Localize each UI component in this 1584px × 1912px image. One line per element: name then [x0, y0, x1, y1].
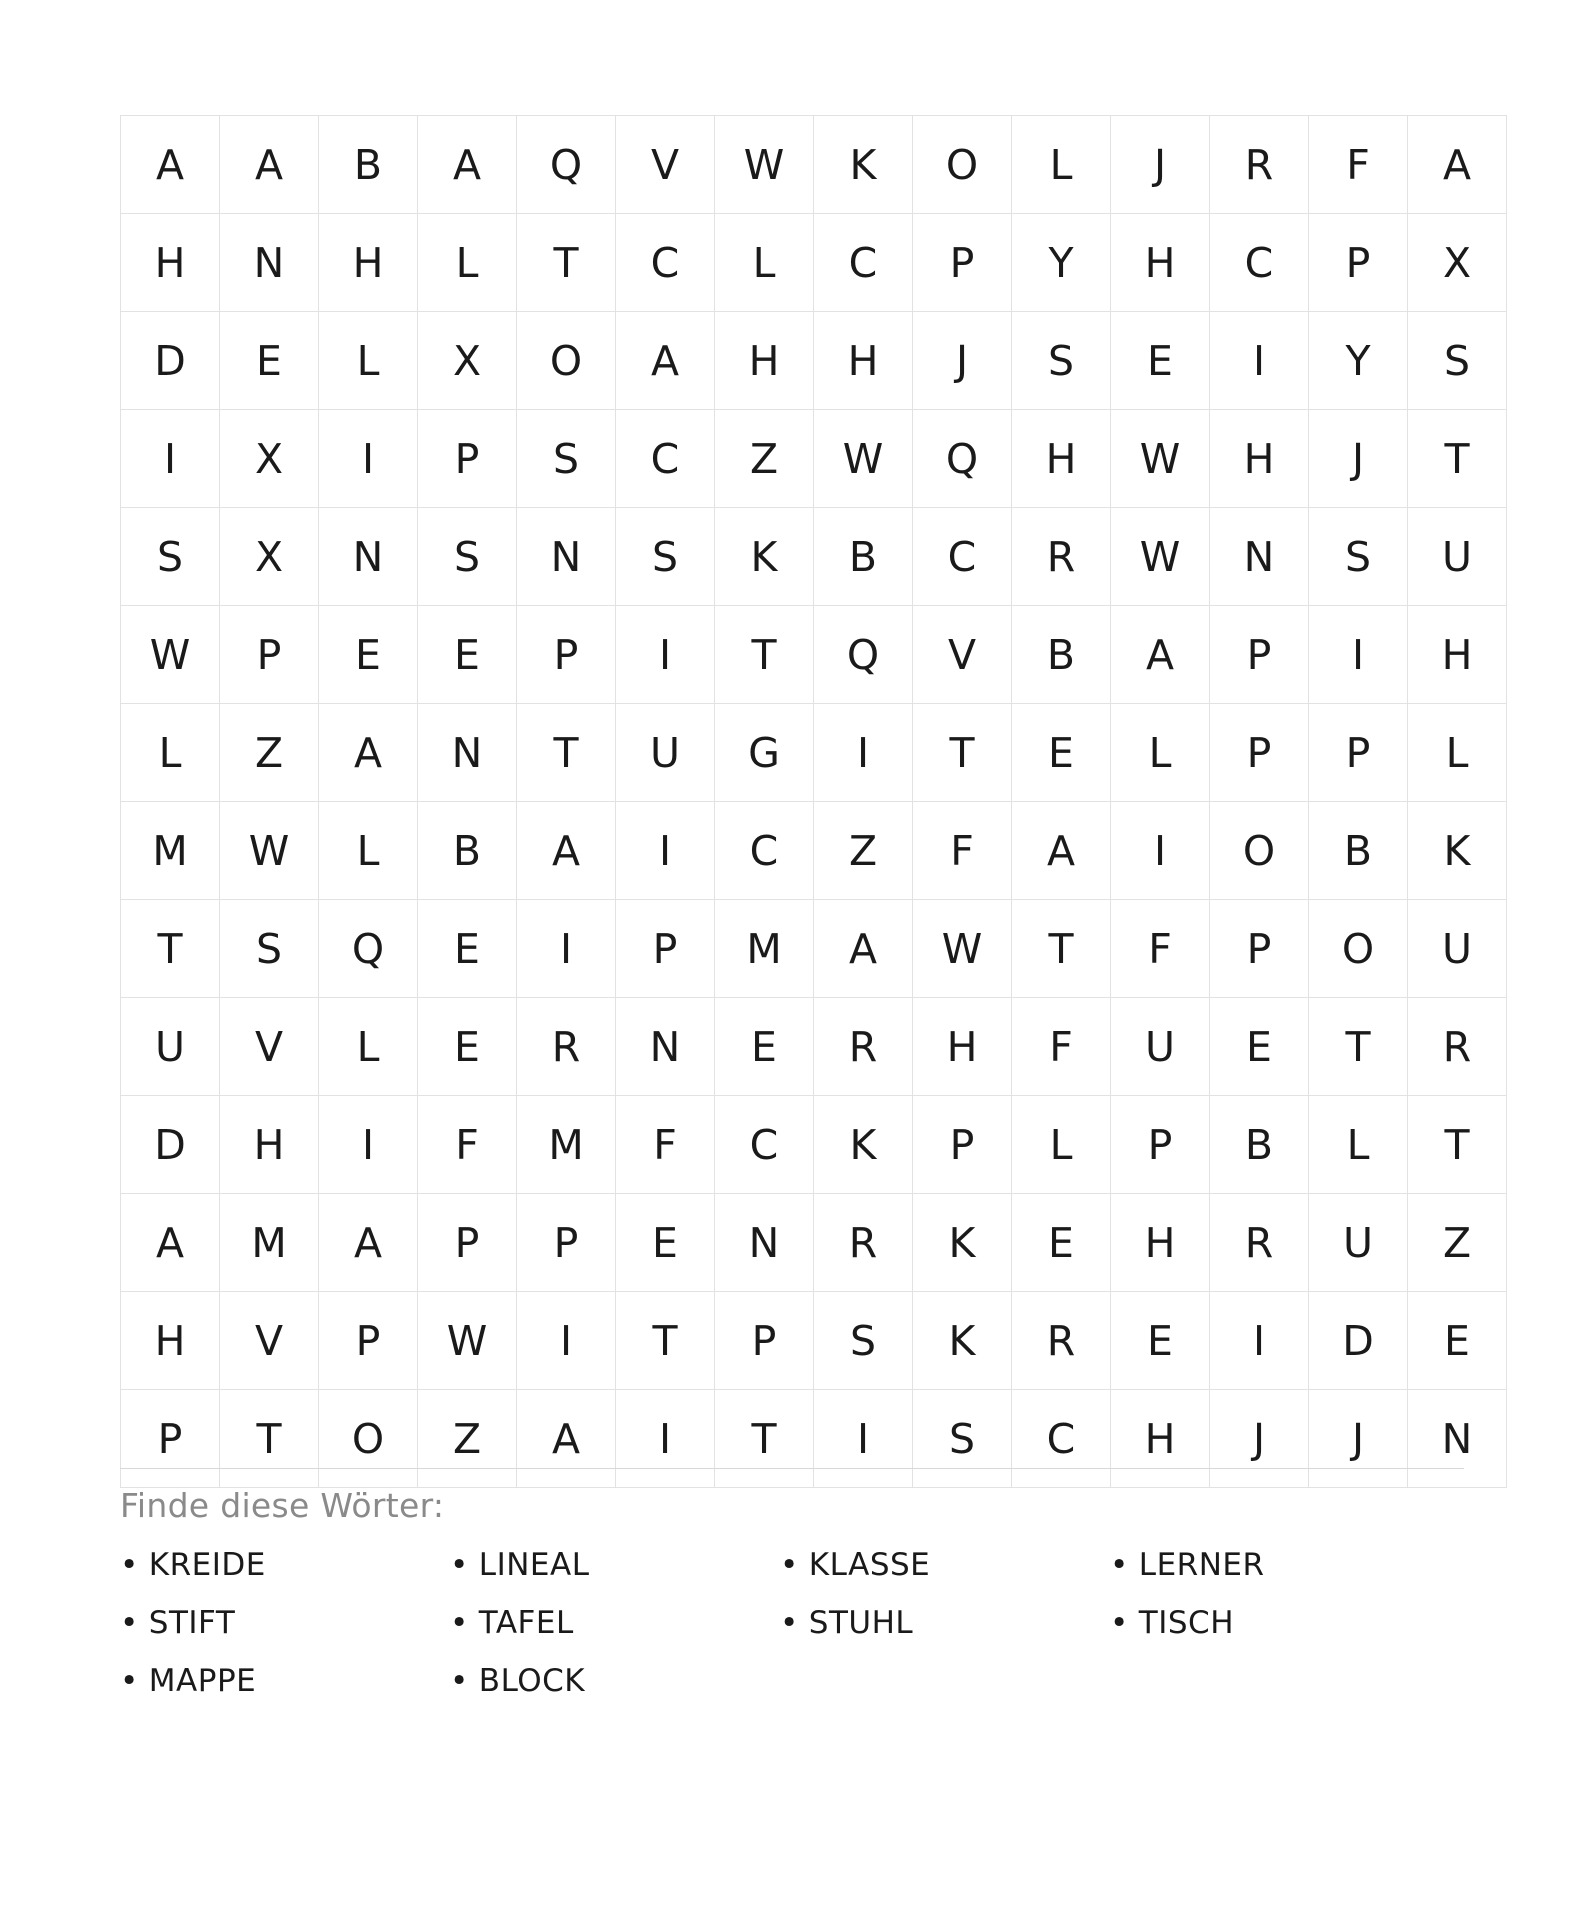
- table-row: [121, 312, 1507, 410]
- grid-cell[interactable]: W: [418, 1292, 517, 1390]
- grid-cell[interactable]: P: [517, 606, 616, 704]
- grid-cell[interactable]: V: [616, 116, 715, 214]
- grid-cell[interactable]: O: [517, 312, 616, 410]
- list-item[interactable]: [120, 1663, 450, 1699]
- grid-cell[interactable]: W: [715, 116, 814, 214]
- grid-cell[interactable]: I: [1210, 1292, 1309, 1390]
- bullet-icon: •: [450, 1547, 469, 1583]
- list-item[interactable]: [450, 1663, 780, 1699]
- list-item[interactable]: [1110, 1605, 1440, 1641]
- grid-cell[interactable]: C: [616, 214, 715, 312]
- grid-cell[interactable]: Z: [715, 410, 814, 508]
- grid-cell[interactable]: P: [715, 1292, 814, 1390]
- grid-cell[interactable]: I: [814, 1390, 913, 1488]
- grid-cell[interactable]: P: [913, 214, 1012, 312]
- word-list: [120, 1547, 1464, 1699]
- grid-cell[interactable]: A: [418, 116, 517, 214]
- grid-cell[interactable]: S: [517, 410, 616, 508]
- bullet-icon: •: [450, 1605, 469, 1641]
- grid-cell[interactable]: H: [1111, 1390, 1210, 1488]
- grid-cell[interactable]: Q: [517, 116, 616, 214]
- grid-cell[interactable]: S: [814, 1292, 913, 1390]
- grid-cell[interactable]: T: [1309, 998, 1408, 1096]
- grid-cell[interactable]: A: [1012, 802, 1111, 900]
- grid-cell[interactable]: L: [319, 802, 418, 900]
- grid-cell[interactable]: A: [1111, 606, 1210, 704]
- grid-cell[interactable]: Q: [913, 410, 1012, 508]
- grid-cell[interactable]: A: [517, 802, 616, 900]
- grid-cell[interactable]: I: [121, 410, 220, 508]
- list-item[interactable]: [780, 1547, 1110, 1583]
- grid-cell[interactable]: E: [1210, 998, 1309, 1096]
- grid-cell[interactable]: W: [814, 410, 913, 508]
- grid-cell[interactable]: I: [517, 1292, 616, 1390]
- grid-cell[interactable]: E: [418, 998, 517, 1096]
- grid-cell[interactable]: H: [121, 214, 220, 312]
- grid-cell[interactable]: R: [1012, 1292, 1111, 1390]
- grid-cell[interactable]: S: [1408, 312, 1507, 410]
- grid-cell[interactable]: M: [121, 802, 220, 900]
- grid-cell[interactable]: T: [715, 606, 814, 704]
- grid-cell[interactable]: R: [1408, 998, 1507, 1096]
- bullet-icon: •: [120, 1547, 139, 1583]
- grid-cell[interactable]: C: [913, 508, 1012, 606]
- grid-cell[interactable]: R: [814, 1194, 913, 1292]
- grid-cell[interactable]: U: [121, 998, 220, 1096]
- grid-cell[interactable]: I: [616, 802, 715, 900]
- grid-cell[interactable]: P: [220, 606, 319, 704]
- grid-cell[interactable]: N: [616, 998, 715, 1096]
- grid-cell[interactable]: P: [1210, 704, 1309, 802]
- grid-cell[interactable]: U: [1408, 900, 1507, 998]
- grid-cell[interactable]: L: [121, 704, 220, 802]
- grid-cell[interactable]: W: [1111, 410, 1210, 508]
- grid-cell[interactable]: K: [814, 1096, 913, 1194]
- word-list-title: Finde diese Wörter:: [120, 1486, 445, 1525]
- grid-cell[interactable]: B: [418, 802, 517, 900]
- table-row: [121, 802, 1507, 900]
- grid-cell[interactable]: C: [715, 802, 814, 900]
- grid-cell[interactable]: E: [1012, 1194, 1111, 1292]
- word-label: KLASSE: [808, 1547, 931, 1583]
- grid-cell[interactable]: S: [616, 508, 715, 606]
- grid-cell[interactable]: B: [319, 116, 418, 214]
- grid-cell[interactable]: L: [715, 214, 814, 312]
- grid-cell[interactable]: F: [1111, 900, 1210, 998]
- list-item[interactable]: [120, 1605, 450, 1641]
- grid-cell[interactable]: H: [814, 312, 913, 410]
- grid-cell[interactable]: V: [220, 1292, 319, 1390]
- grid-cell[interactable]: N: [1210, 508, 1309, 606]
- grid-cell[interactable]: I: [1210, 312, 1309, 410]
- grid-cell[interactable]: S: [220, 900, 319, 998]
- grid-cell[interactable]: T: [220, 1390, 319, 1488]
- grid-cell[interactable]: L: [1408, 704, 1507, 802]
- grid-cell[interactable]: P: [1210, 606, 1309, 704]
- grid-cell[interactable]: K: [715, 508, 814, 606]
- grid-cell[interactable]: E: [418, 606, 517, 704]
- grid-cell[interactable]: T: [715, 1390, 814, 1488]
- grid-cell[interactable]: I: [616, 606, 715, 704]
- grid-cell[interactable]: E: [1111, 312, 1210, 410]
- grid-cell[interactable]: E: [220, 312, 319, 410]
- grid-cell[interactable]: H: [220, 1096, 319, 1194]
- grid-cell[interactable]: Z: [814, 802, 913, 900]
- grid-cell[interactable]: P: [1111, 1096, 1210, 1194]
- grid-cell[interactable]: E: [319, 606, 418, 704]
- grid-cell[interactable]: C: [715, 1096, 814, 1194]
- grid-cell[interactable]: H: [913, 998, 1012, 1096]
- grid-cell[interactable]: C: [616, 410, 715, 508]
- grid-cell[interactable]: A: [1408, 116, 1507, 214]
- grid-cell[interactable]: O: [319, 1390, 418, 1488]
- table-row: [121, 998, 1507, 1096]
- grid-cell[interactable]: I: [1309, 606, 1408, 704]
- grid-cell[interactable]: S: [121, 508, 220, 606]
- section-divider: [120, 1468, 1464, 1469]
- word-label: KREIDE: [148, 1547, 266, 1583]
- grid-cell[interactable]: T: [121, 900, 220, 998]
- grid-cell[interactable]: R: [1210, 116, 1309, 214]
- grid-cell[interactable]: A: [319, 704, 418, 802]
- grid-cell[interactable]: D: [121, 312, 220, 410]
- grid-cell[interactable]: N: [319, 508, 418, 606]
- list-item[interactable]: [780, 1605, 1110, 1641]
- word-label: LINEAL: [478, 1547, 590, 1583]
- word-label: STUHL: [808, 1605, 914, 1641]
- grid-cell[interactable]: R: [1012, 508, 1111, 606]
- grid-cell[interactable]: R: [814, 998, 913, 1096]
- table-row: [121, 606, 1507, 704]
- grid-cell[interactable]: L: [319, 312, 418, 410]
- grid-cell[interactable]: W: [121, 606, 220, 704]
- table-row: [121, 1292, 1507, 1390]
- grid-cell[interactable]: Q: [319, 900, 418, 998]
- grid-cell[interactable]: I: [319, 410, 418, 508]
- grid-cell[interactable]: Y: [1012, 214, 1111, 312]
- grid-cell[interactable]: N: [1408, 1390, 1507, 1488]
- word-label: TISCH: [1138, 1605, 1235, 1641]
- grid-cell[interactable]: E: [616, 1194, 715, 1292]
- grid-cell[interactable]: T: [1012, 900, 1111, 998]
- grid-cell[interactable]: V: [220, 998, 319, 1096]
- grid-cell[interactable]: S: [1012, 312, 1111, 410]
- grid-cell[interactable]: W: [913, 900, 1012, 998]
- grid-cell[interactable]: F: [913, 802, 1012, 900]
- grid-cell[interactable]: Z: [418, 1390, 517, 1488]
- grid-cell[interactable]: X: [418, 312, 517, 410]
- grid-cell[interactable]: L: [319, 998, 418, 1096]
- grid-cell[interactable]: W: [220, 802, 319, 900]
- bullet-icon: •: [1110, 1547, 1129, 1583]
- table-row: [121, 214, 1507, 312]
- table-row: [121, 1390, 1507, 1488]
- puzzle-grid: [120, 115, 1507, 1488]
- grid-cell[interactable]: L: [1111, 704, 1210, 802]
- grid-cell[interactable]: I: [517, 900, 616, 998]
- bullet-icon: •: [450, 1663, 469, 1699]
- grid-cell[interactable]: P: [319, 1292, 418, 1390]
- grid-cell[interactable]: T: [1408, 1096, 1507, 1194]
- table-row: [121, 900, 1507, 998]
- grid-cell[interactable]: P: [913, 1096, 1012, 1194]
- grid-cell[interactable]: L: [1012, 1096, 1111, 1194]
- grid-cell[interactable]: F: [1309, 116, 1408, 214]
- grid-cell[interactable]: P: [121, 1390, 220, 1488]
- grid-cell[interactable]: I: [616, 1390, 715, 1488]
- grid-cell[interactable]: M: [220, 1194, 319, 1292]
- grid-cell[interactable]: N: [220, 214, 319, 312]
- grid-cell[interactable]: A: [616, 312, 715, 410]
- table-row: [121, 1096, 1507, 1194]
- table-row: [121, 704, 1507, 802]
- table-row: [121, 410, 1507, 508]
- grid-cell[interactable]: E: [1012, 704, 1111, 802]
- grid-cell[interactable]: P: [1309, 704, 1408, 802]
- grid-cell[interactable]: I: [319, 1096, 418, 1194]
- grid-cell[interactable]: X: [220, 508, 319, 606]
- grid-cell[interactable]: R: [517, 998, 616, 1096]
- grid-cell[interactable]: U: [1408, 508, 1507, 606]
- grid-cell[interactable]: P: [418, 410, 517, 508]
- grid-cell[interactable]: I: [1111, 802, 1210, 900]
- grid-cell[interactable]: A: [121, 1194, 220, 1292]
- grid-cell[interactable]: B: [1210, 1096, 1309, 1194]
- grid-cell[interactable]: P: [517, 1194, 616, 1292]
- grid-cell[interactable]: E: [418, 900, 517, 998]
- grid-cell[interactable]: B: [1012, 606, 1111, 704]
- grid-cell[interactable]: E: [1111, 1292, 1210, 1390]
- grid-cell[interactable]: W: [1111, 508, 1210, 606]
- grid-cell[interactable]: L: [1309, 1096, 1408, 1194]
- bullet-icon: •: [120, 1663, 139, 1699]
- grid-cell[interactable]: S: [1309, 508, 1408, 606]
- grid-cell[interactable]: Z: [1408, 1194, 1507, 1292]
- grid-cell[interactable]: C: [814, 214, 913, 312]
- bullet-icon: •: [1110, 1605, 1129, 1641]
- grid-cell[interactable]: T: [616, 1292, 715, 1390]
- grid-cell[interactable]: L: [418, 214, 517, 312]
- grid-cell[interactable]: Q: [814, 606, 913, 704]
- word-list-section: [120, 1486, 1464, 1699]
- grid-cell[interactable]: T: [1408, 410, 1507, 508]
- grid-cell[interactable]: Y: [1309, 312, 1408, 410]
- grid-cell[interactable]: J: [1210, 1390, 1309, 1488]
- grid-cell[interactable]: B: [814, 508, 913, 606]
- word-label: MAPPE: [148, 1663, 257, 1699]
- list-item[interactable]: [1110, 1547, 1440, 1583]
- grid-cell[interactable]: O: [1309, 900, 1408, 998]
- grid-cell[interactable]: N: [418, 704, 517, 802]
- grid-cell[interactable]: F: [616, 1096, 715, 1194]
- grid-cell[interactable]: S: [418, 508, 517, 606]
- grid-cell[interactable]: U: [1111, 998, 1210, 1096]
- word-label: STIFT: [148, 1605, 236, 1641]
- grid-cell[interactable]: D: [1309, 1292, 1408, 1390]
- grid-cell[interactable]: R: [1210, 1194, 1309, 1292]
- grid-cell[interactable]: A: [121, 116, 220, 214]
- grid-cell[interactable]: C: [1210, 214, 1309, 312]
- grid-cell[interactable]: H: [319, 214, 418, 312]
- grid-cell[interactable]: H: [1111, 1194, 1210, 1292]
- grid-cell[interactable]: K: [913, 1292, 1012, 1390]
- grid-cell[interactable]: J: [1309, 410, 1408, 508]
- grid-cell[interactable]: K: [1408, 802, 1507, 900]
- grid-cell[interactable]: B: [1309, 802, 1408, 900]
- grid-cell[interactable]: T: [517, 214, 616, 312]
- grid-cell[interactable]: O: [1210, 802, 1309, 900]
- grid-cell[interactable]: P: [418, 1194, 517, 1292]
- grid-cell[interactable]: E: [715, 998, 814, 1096]
- list-item[interactable]: [450, 1547, 780, 1583]
- grid-cell[interactable]: H: [121, 1292, 220, 1390]
- grid-cell[interactable]: A: [517, 1390, 616, 1488]
- grid-cell[interactable]: H: [1210, 410, 1309, 508]
- grid-cell[interactable]: H: [715, 312, 814, 410]
- grid-cell[interactable]: P: [1210, 900, 1309, 998]
- grid-cell[interactable]: Z: [220, 704, 319, 802]
- grid-cell[interactable]: A: [220, 116, 319, 214]
- grid-cell[interactable]: J: [913, 312, 1012, 410]
- grid-cell[interactable]: P: [616, 900, 715, 998]
- table-row: [121, 1194, 1507, 1292]
- grid-cell[interactable]: M: [517, 1096, 616, 1194]
- word-label: LERNER: [1138, 1547, 1265, 1583]
- grid-cell[interactable]: N: [517, 508, 616, 606]
- bullet-icon: •: [780, 1605, 799, 1641]
- bullet-icon: •: [780, 1547, 799, 1583]
- grid-cell[interactable]: X: [1408, 214, 1507, 312]
- grid-cell[interactable]: H: [1408, 606, 1507, 704]
- word-label: BLOCK: [478, 1663, 586, 1699]
- grid-cell[interactable]: A: [814, 900, 913, 998]
- puzzle-grid-body: [121, 116, 1507, 1488]
- grid-cell[interactable]: L: [1012, 116, 1111, 214]
- grid-cell[interactable]: N: [715, 1194, 814, 1292]
- grid-cell[interactable]: M: [715, 900, 814, 998]
- grid-cell[interactable]: J: [1309, 1390, 1408, 1488]
- grid-cell[interactable]: A: [319, 1194, 418, 1292]
- table-row: [121, 116, 1507, 214]
- grid-cell[interactable]: O: [913, 116, 1012, 214]
- grid-cell[interactable]: K: [814, 116, 913, 214]
- grid-cell[interactable]: K: [913, 1194, 1012, 1292]
- list-item[interactable]: [450, 1605, 780, 1641]
- grid-cell[interactable]: G: [715, 704, 814, 802]
- list-item[interactable]: [120, 1547, 450, 1583]
- grid-cell[interactable]: J: [1111, 116, 1210, 214]
- grid-cell[interactable]: S: [913, 1390, 1012, 1488]
- grid-cell[interactable]: F: [418, 1096, 517, 1194]
- grid-cell[interactable]: X: [220, 410, 319, 508]
- grid-cell[interactable]: P: [1309, 214, 1408, 312]
- grid-cell[interactable]: I: [814, 704, 913, 802]
- grid-cell[interactable]: T: [913, 704, 1012, 802]
- grid-cell[interactable]: U: [616, 704, 715, 802]
- grid-cell[interactable]: E: [1408, 1292, 1507, 1390]
- grid-cell[interactable]: U: [1309, 1194, 1408, 1292]
- grid-cell[interactable]: F: [1012, 998, 1111, 1096]
- puzzle-grid-container: [120, 115, 1473, 1488]
- bullet-icon: •: [120, 1605, 139, 1641]
- grid-cell[interactable]: T: [517, 704, 616, 802]
- table-row: [121, 508, 1507, 606]
- grid-cell[interactable]: C: [1012, 1390, 1111, 1488]
- grid-cell[interactable]: H: [1111, 214, 1210, 312]
- grid-cell[interactable]: V: [913, 606, 1012, 704]
- word-label: TAFEL: [478, 1605, 574, 1641]
- grid-cell[interactable]: D: [121, 1096, 220, 1194]
- grid-cell[interactable]: H: [1012, 410, 1111, 508]
